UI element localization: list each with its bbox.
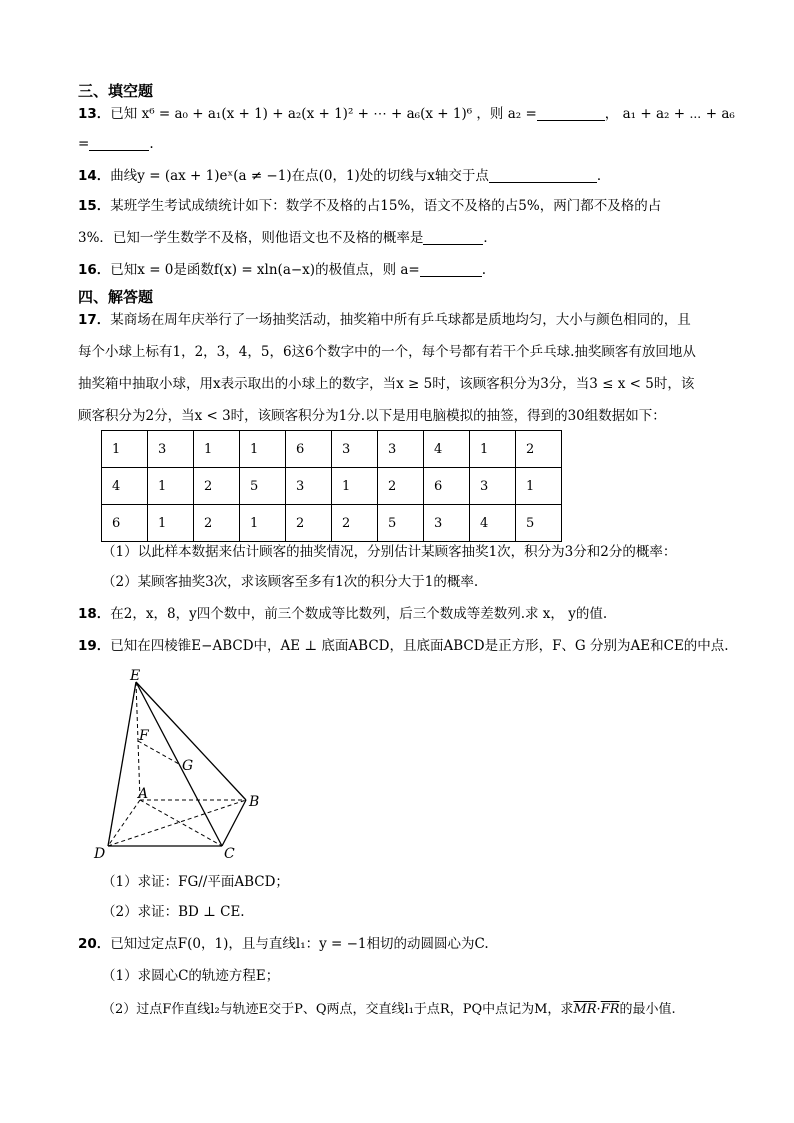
question-text: 某班学生考试成绩统计如下：数学不及格的占15%，语文不及格的占5%，两门都不及格的占 bbox=[110, 198, 662, 214]
edge-ED bbox=[108, 682, 136, 846]
table-cell: 4 bbox=[470, 505, 516, 542]
question-text: 已知x = 0是函数f(x) = xln(a−x)的极值点，则 a= bbox=[110, 262, 420, 278]
question-number: 15． bbox=[78, 198, 111, 214]
question-17-sub-1: （1）以此样本数据来估计顾客的抽奖情况，分别估计某顾客抽奖1次，积分为3分和2分的概率： bbox=[102, 544, 677, 560]
answer-blank[interactable] bbox=[537, 106, 605, 121]
table-cell: 1 bbox=[240, 431, 286, 468]
answer-blank[interactable] bbox=[89, 136, 149, 151]
question-number: 19． bbox=[78, 638, 111, 654]
question-20-sub-1: （1）求圆心C的轨迹方程E； bbox=[102, 968, 280, 984]
label-F: F bbox=[139, 728, 149, 744]
table-cell: 1 bbox=[470, 431, 516, 468]
question-13-line-1 bbox=[78, 104, 735, 124]
label-B: B bbox=[249, 794, 260, 810]
question-14 bbox=[78, 166, 610, 186]
table-cell: 5 bbox=[378, 505, 424, 542]
pyramid-figure bbox=[88, 668, 278, 864]
section-title-fill: 三、填空题 bbox=[78, 82, 154, 100]
question-15-line-2 bbox=[78, 228, 497, 248]
table-cell: 3 bbox=[332, 431, 378, 468]
question-17-line-3: 抽奖箱中抽取小球，用x表示取出的小球上的数字，当x ≥ 5时，该顾客积分为3分，当3 ≤ x < 5时，该 bbox=[78, 376, 695, 392]
question-text: 已知 x⁶ = a₀ + a₁(x + 1) + a₂(x + 1)² + ⋯ + a₆(x + 1)⁶ ，则 a₂ = bbox=[110, 106, 537, 122]
label-G: G bbox=[182, 758, 194, 774]
question-text: 已知过定点F(0，1)，且与直线l₁：y = −1相切的动圆圆心为C. bbox=[110, 936, 489, 952]
question-text: ， a₁ + a₂ + ⋯ + a₆ bbox=[604, 106, 735, 122]
table-cell: 4 bbox=[424, 431, 470, 468]
table-cell: 6 bbox=[424, 468, 470, 505]
question-number: 14． bbox=[78, 168, 111, 184]
question-text: 的最小值. bbox=[619, 1002, 676, 1017]
question-end: . bbox=[149, 136, 154, 152]
table-row bbox=[102, 505, 562, 542]
table-row bbox=[102, 431, 562, 468]
table-cell: 1 bbox=[332, 468, 378, 505]
question-number: 16． bbox=[78, 262, 111, 278]
table-cell: 2 bbox=[516, 431, 562, 468]
table-cell: 1 bbox=[148, 505, 194, 542]
simulation-data-table bbox=[101, 430, 562, 542]
table-cell: 3 bbox=[286, 468, 332, 505]
table-row bbox=[102, 468, 562, 505]
answer-blank[interactable] bbox=[489, 168, 597, 183]
table-cell: 1 bbox=[102, 431, 148, 468]
question-18 bbox=[78, 604, 607, 624]
table-cell: 1 bbox=[240, 505, 286, 542]
table-cell: 3 bbox=[148, 431, 194, 468]
question-text: 已知在四棱锥E−ABCD中，AE ⊥ 底面ABCD，且底面ABCD是正方形，F、G 分别为AE和CE的中点. bbox=[110, 638, 729, 654]
question-text: 曲线y = (ax + 1)eˣ(a ≠ −1)在点(0，1)处的切线与x轴交于点 bbox=[110, 168, 489, 184]
table-cell: 1 bbox=[148, 468, 194, 505]
question-17-line-4: 顾客积分为2分，当x < 3时，该顾客积分为1分.以下是用电脑模拟的抽签，得到的30组数据如下： bbox=[78, 408, 666, 424]
question-number: 13． bbox=[78, 106, 111, 122]
question-end: ． bbox=[596, 168, 611, 184]
table-cell: 3 bbox=[424, 505, 470, 542]
table-cell: 5 bbox=[240, 468, 286, 505]
label-E: E bbox=[130, 668, 141, 684]
table-cell: 2 bbox=[194, 505, 240, 542]
question-number: 20． bbox=[78, 936, 111, 952]
question-end: ． bbox=[483, 230, 497, 246]
question-text: 3%．已知一学生数学不及格，则他语文也不及格的概率是 bbox=[78, 230, 424, 246]
question-19-sub-2: （2）求证：BD ⊥ CE. bbox=[102, 904, 245, 920]
table-cell: 6 bbox=[102, 505, 148, 542]
dot-product: · bbox=[596, 1002, 601, 1017]
question-end: . bbox=[481, 262, 487, 278]
table-cell: 1 bbox=[194, 431, 240, 468]
table-cell: 2 bbox=[332, 505, 378, 542]
vector-FR: $\overline{FR}$ bbox=[600, 1002, 620, 1017]
edge-CB bbox=[222, 800, 246, 846]
table-cell: 1 bbox=[516, 468, 562, 505]
edge-AD-hidden bbox=[108, 800, 140, 846]
question-17-sub-2: （2）某顾客抽奖3次，求该顾客至多有1次的积分大于1的概率. bbox=[102, 574, 479, 590]
answer-blank[interactable] bbox=[420, 262, 482, 277]
label-C: C bbox=[224, 846, 235, 862]
table-cell: 2 bbox=[194, 468, 240, 505]
question-text: （2）过点F作直线l₂与轨迹E交于P、Q两点，交直线l₁于点R，PQ中点记为M，求 bbox=[102, 1002, 574, 1017]
table-cell: 2 bbox=[378, 468, 424, 505]
table-cell: 5 bbox=[516, 505, 562, 542]
question-17-line-2: 每个小球上标有1，2，3，4，5，6这6个数字中的一个，每个号都有若干个乒乓球.抽奖顾客有放回地从 bbox=[78, 344, 696, 360]
label-A: A bbox=[138, 786, 149, 802]
question-text: 某商场在周年庆举行了一场抽奖活动，抽奖箱中所有乒乓球都是质地均匀，大小与颜色相同的，且 bbox=[110, 312, 691, 328]
table-cell: 3 bbox=[470, 468, 516, 505]
table-cell: 4 bbox=[102, 468, 148, 505]
edge-EB bbox=[136, 682, 246, 800]
question-17-line-1 bbox=[78, 310, 691, 330]
question-number: 17． bbox=[78, 312, 111, 328]
table-cell: 3 bbox=[378, 431, 424, 468]
table-cell: 2 bbox=[286, 505, 332, 542]
question-19 bbox=[78, 636, 729, 656]
question-13-line-2 bbox=[78, 134, 154, 154]
answer-blank[interactable] bbox=[423, 230, 483, 245]
section-title-solve: 四、解答题 bbox=[78, 288, 154, 306]
question-19-sub-1: （1）求证：FG//平面ABCD； bbox=[102, 874, 289, 890]
table-cell: 6 bbox=[286, 431, 332, 468]
question-20-sub-2 bbox=[102, 1000, 676, 1020]
question-number: 18． bbox=[78, 606, 111, 622]
label-D: D bbox=[94, 846, 106, 862]
question-15-line-1 bbox=[78, 196, 661, 216]
question-text: = bbox=[78, 136, 90, 152]
vector-MR: $\overline{MR}$ bbox=[573, 1002, 597, 1017]
question-text: 在2，x，8，y四个数中，前三个数成等比数列，后三个数成等差数列.求 x， y的值. bbox=[110, 606, 608, 622]
question-20 bbox=[78, 934, 489, 954]
question-16 bbox=[78, 260, 486, 280]
